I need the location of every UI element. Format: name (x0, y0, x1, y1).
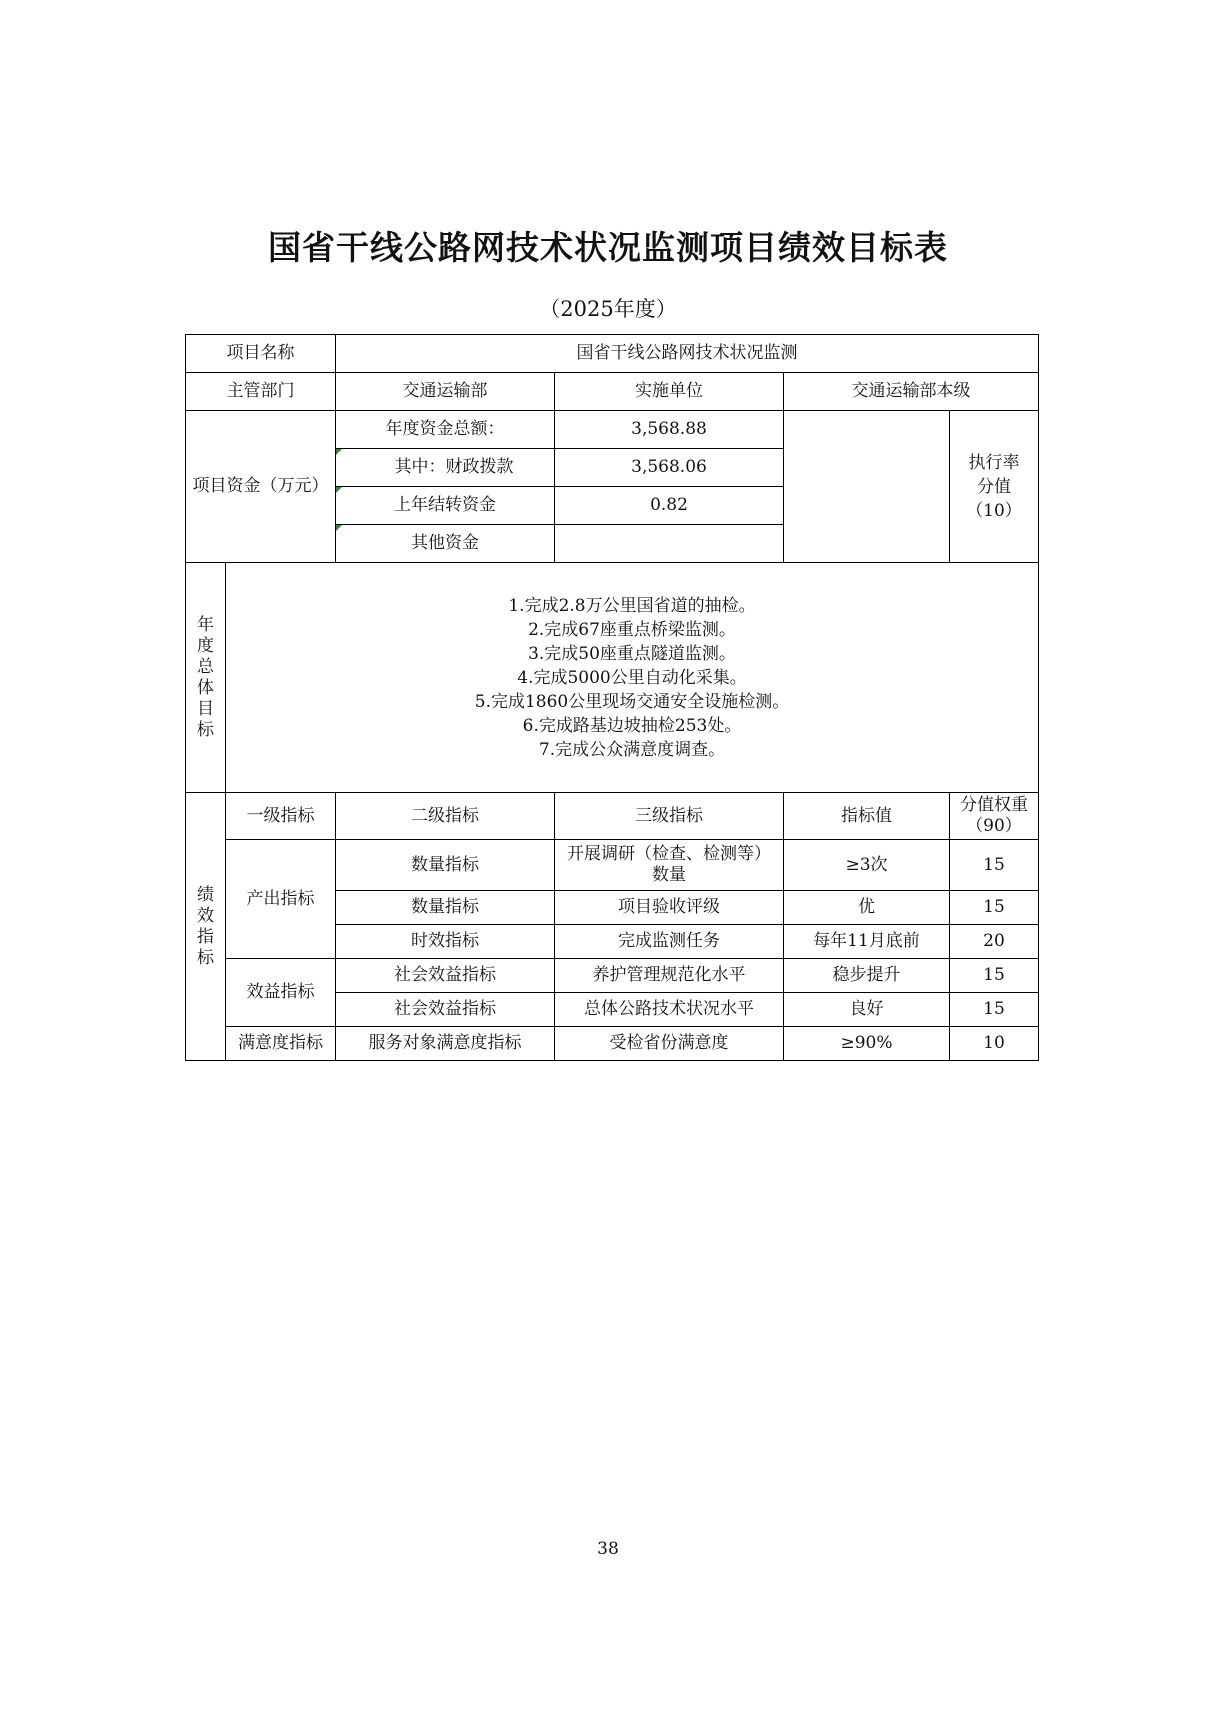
weight-cell: 15 (950, 959, 1039, 993)
funds-blank-cell (784, 487, 950, 525)
performance-indicators-label: 绩效指标 (186, 793, 226, 1061)
department-value: 交通运输部 (336, 373, 555, 411)
annual-goal-item: 2.完成67座重点桥梁监测。 (528, 619, 736, 640)
funds-other-label: 其他资金 (336, 525, 555, 563)
department-label: 主管部门 (186, 373, 336, 411)
level2-cell: 数量指标 (336, 840, 555, 891)
level2-cell: 数量指标 (336, 891, 555, 925)
indicator-value-cell: 稳步提升 (784, 959, 950, 993)
annual-goals-label: 年度总体目标 (186, 563, 226, 793)
funds-blank-cell (784, 411, 950, 449)
project-name-label: 项目名称 (186, 335, 336, 373)
weight-cell: 15 (950, 891, 1039, 925)
level2-cell: 服务对象满意度指标 (336, 1027, 555, 1061)
funds-row (186, 411, 1039, 449)
funds-fiscal-value: 3,568.06 (555, 449, 784, 487)
weight-cell: 20 (950, 925, 1039, 959)
weight-cell: 15 (950, 993, 1039, 1027)
weight-cell: 10 (950, 1027, 1039, 1061)
level3-cell: 总体公路技术状况水平 (555, 993, 784, 1027)
implementing-unit-value: 交通运输部本级 (784, 373, 1039, 411)
project-name-value: 国省干线公路网技术状况监测 (336, 335, 1039, 373)
indicator-value-cell: ≥90% (784, 1027, 950, 1061)
indicator-value-cell: 每年11月底前 (784, 925, 950, 959)
level2-cell: 时效指标 (336, 925, 555, 959)
level3-cell: 受检省份满意度 (555, 1027, 784, 1061)
annual-goal-item: 7.完成公众满意度调查。 (538, 739, 726, 760)
annual-goals-row (186, 563, 1039, 793)
level2-cell: 社会效益指标 (336, 959, 555, 993)
level3-cell: 开展调研（检查、检测等）数量 (555, 840, 784, 891)
implementing-unit-label: 实施单位 (555, 373, 784, 411)
weight-cell: 15 (950, 840, 1039, 891)
annual-goal-item: 3.完成50座重点隧道监测。 (528, 643, 736, 664)
funds-other-value (555, 525, 784, 563)
page-number: 38 (597, 1539, 619, 1559)
execution-score-label: 执行率分值（10） (950, 411, 1039, 563)
funds-fiscal-label: 其中：财政拨款 (336, 449, 555, 487)
funds-label: 项目资金（万元） (186, 411, 336, 563)
indicator-row (186, 1027, 1039, 1061)
level2-cell: 社会效益指标 (336, 993, 555, 1027)
performance-target-table (185, 334, 1039, 1061)
indicator-row (186, 840, 1039, 891)
annual-goal-item: 4.完成5000公里自动化采集。 (517, 667, 747, 688)
funds-carryover-label: 上年结转资金 (336, 487, 555, 525)
level3-cell: 完成监测任务 (555, 925, 784, 959)
indicator-value-cell: 良好 (784, 993, 950, 1027)
level3-cell: 养护管理规范化水平 (555, 959, 784, 993)
annual-goal-item: 1.完成2.8万公里国省道的抽检。 (508, 595, 756, 616)
indicator-value-cell: 优 (784, 891, 950, 925)
level1-cell: 产出指标 (226, 840, 336, 959)
funds-total-value: 3,568.88 (555, 411, 784, 449)
weight-header: 分值权重（90） (950, 793, 1039, 840)
department-row (186, 373, 1039, 411)
level1-cell: 效益指标 (226, 959, 336, 1027)
level3-header: 三级指标 (555, 793, 784, 840)
document-subtitle: （2025年度） (539, 297, 677, 321)
project-name-row (186, 335, 1039, 373)
document-title: 国省干线公路网技术状况监测项目绩效目标表 (268, 228, 948, 267)
funds-carryover-value: 0.82 (555, 487, 784, 525)
indicator-row (186, 959, 1039, 993)
indicator-value-header: 指标值 (784, 793, 950, 840)
indicator-header-row (186, 793, 1039, 840)
level2-header: 二级指标 (336, 793, 555, 840)
annual-goals-list (226, 563, 1039, 793)
funds-total-label: 年度资金总额： (336, 411, 555, 449)
level3-cell: 项目验收评级 (555, 891, 784, 925)
funds-blank-cell (784, 525, 950, 563)
level1-cell: 满意度指标 (226, 1027, 336, 1061)
annual-goal-item: 5.完成1860公里现场交通安全设施检测。 (474, 691, 790, 712)
level1-header: 一级指标 (226, 793, 336, 840)
indicator-value-cell: ≥3次 (784, 840, 950, 891)
funds-blank-cell (784, 449, 950, 487)
annual-goal-item: 6.完成路基边坡抽检253处。 (522, 715, 742, 736)
